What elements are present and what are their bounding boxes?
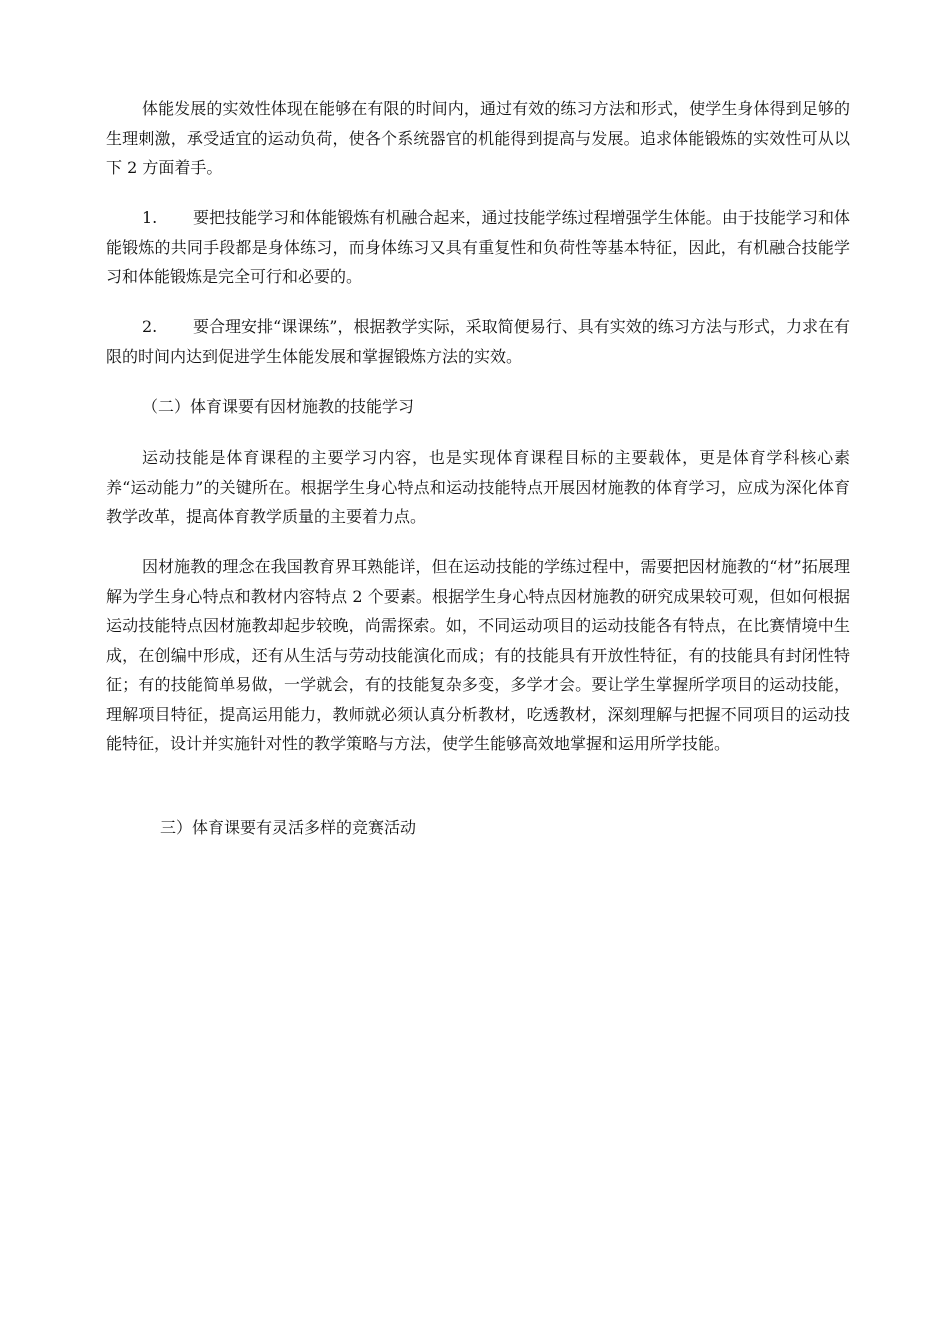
section-heading-3: 三）体育课要有灵活多样的竞赛活动 bbox=[160, 818, 417, 837]
section-heading-2: （二）体育课要有因材施教的技能学习 bbox=[142, 397, 415, 416]
paragraph-motor-skills: 运动技能是体育课程的主要学习内容，也是实现体育课程目标的主要载体，更是体育学科核心素养“运动能力”的关键所在。根据学生身心特点和运动技能特点开展因材施教的体育学习，应成为深化体育教学改革，提高体育教学质量的主要着力点。 bbox=[106, 448, 850, 526]
paragraph-individualized-teaching: 因材施教的理念在我国教育界耳熟能详，但在运动技能的学练过程中，需要把因材施教的“材”拓展理解为学生身心特点和教材内容特点 2 个要素。根据学生身心特点因材施教的研究成果较可观，但如何根据运动技能特点因材施教却起步较晚，尚需探索。如，不同运动项目的运动技能各有特点，在比赛情境中生成，在创编中形成，还有从生活与劳动技能演化而成；有的技能具有开放性特征，有的技能具有封闭性特征；有的技能简单易做，一学就会，有的技能复杂多变，多学才会。要让学生掌握所学项目的运动技能，理解项目特征，提高运用能力，教师就必须认真分析教材，吃透教材，深刻理解与把握不同项目的运动技能特征，设计并实施针对性的教学策略与方法，使学生能够高效地掌握和运用所学技能。 bbox=[106, 557, 850, 753]
list-item-1: 1. 要把技能学习和体能锻炼有机融合起来，通过技能学练过程增强学生体能。由于技能学习和体能锻炼的共同手段都是身体练习，而身体练习又具有重复性和负荷性等基本特征，因此，有机融合技能学习和体能锻炼是完全可行和必要的。 bbox=[106, 208, 850, 286]
paragraph-physical-effectiveness: 体能发展的实效性体现在能够在有限的时间内，通过有效的练习方法和形式，使学生身体得到足够的生理刺激，承受适宜的运动负荷，使各个系统器官的机能得到提高与发展。追求体能锻炼的实效性可从以下 2 方面着手。 bbox=[106, 99, 850, 177]
list-item-2: 2. 要合理安排“课课练”，根据教学实际，采取简便易行、具有实效的练习方法与形式，力求在有限的时间内达到促进学生体能发展和掌握锻炼方法的实效。 bbox=[106, 317, 850, 366]
